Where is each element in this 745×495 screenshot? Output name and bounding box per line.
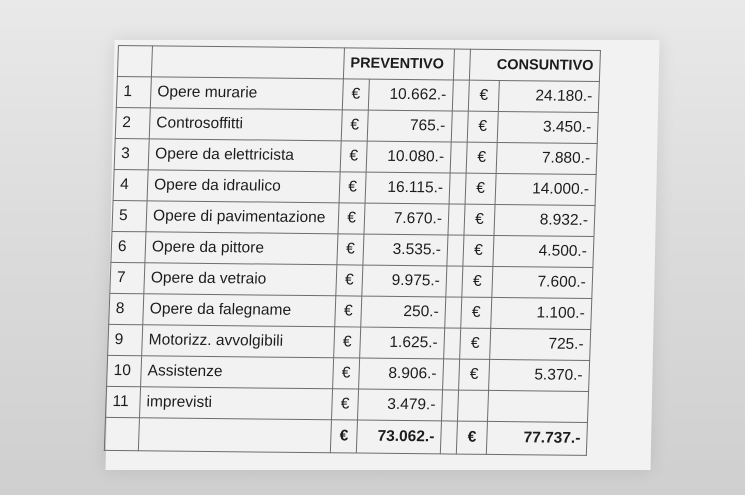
row-consuntivo	[487, 390, 588, 422]
row-preventivo: 3.479.-	[357, 389, 442, 421]
row-description: Opere da idraulico	[147, 170, 340, 203]
header-consuntivo: CONSUNTIVO	[469, 49, 600, 81]
header-empty-desc	[151, 46, 344, 79]
table-row	[110, 262, 593, 298]
row-number: 11	[105, 386, 140, 417]
row-preventivo: 250.-	[361, 296, 446, 328]
row-cons-currency: €	[463, 235, 494, 266]
row-description: imprevisti	[139, 387, 332, 420]
row-number: 4	[113, 169, 148, 200]
row-cons-currency: €	[464, 204, 495, 235]
row-consuntivo: 7.880.-	[496, 142, 597, 174]
row-prev-currency: €	[340, 141, 367, 172]
table-row	[108, 324, 591, 360]
row-preventivo: 8.906.-	[359, 358, 444, 390]
row-consuntivo: 1.100.-	[491, 297, 592, 329]
row-number: 10	[107, 355, 142, 386]
row-cons-currency: €	[459, 359, 490, 390]
row-consuntivo: 7.600.-	[492, 266, 593, 298]
row-description: Opere da falegname	[143, 294, 336, 327]
total-row	[104, 417, 587, 455]
total-preventivo: 73.062.-	[356, 420, 441, 454]
row-gap	[448, 204, 465, 235]
row-prev-currency: €	[335, 296, 362, 327]
row-consuntivo: 14.000.-	[495, 173, 596, 205]
total-desc-empty	[138, 418, 331, 453]
table-row	[113, 169, 596, 205]
budget-table	[104, 45, 601, 456]
total-gap	[440, 421, 457, 454]
table-row	[107, 355, 590, 391]
row-prev-currency: €	[333, 358, 360, 389]
row-number: 2	[115, 107, 150, 138]
row-cons-currency: €	[461, 297, 492, 328]
row-gap	[443, 359, 460, 390]
row-number: 5	[112, 200, 147, 231]
table-row	[111, 231, 594, 267]
row-gap	[441, 390, 458, 421]
table-row	[116, 76, 599, 112]
row-number: 8	[109, 293, 144, 324]
row-prev-currency: €	[342, 79, 369, 110]
total-cons-currency: €	[456, 421, 487, 454]
row-cons-currency	[457, 390, 488, 421]
row-gap	[450, 142, 467, 173]
total-consuntivo: 77.737.-	[486, 421, 587, 455]
header-preventivo: PREVENTIVO	[343, 48, 454, 80]
row-cons-currency: €	[460, 328, 491, 359]
row-gap	[451, 111, 468, 142]
row-preventivo: 10.662.-	[368, 79, 453, 111]
row-cons-currency: €	[462, 266, 493, 297]
row-consuntivo: 5.370.-	[489, 359, 590, 391]
row-description: Controsoffitti	[149, 108, 342, 141]
row-cons-currency: €	[465, 173, 496, 204]
header-row	[117, 46, 600, 82]
row-preventivo: 7.670.-	[364, 203, 449, 235]
row-consuntivo: 725.-	[490, 328, 591, 360]
row-gap	[446, 266, 463, 297]
row-description: Assistenze	[141, 356, 334, 389]
row-preventivo: 10.080.-	[366, 141, 451, 173]
row-preventivo: 3.535.-	[363, 234, 448, 266]
row-description: Motorizz. avvolgibili	[142, 325, 335, 358]
row-prev-currency: €	[334, 327, 361, 358]
row-prev-currency: €	[337, 234, 364, 265]
row-consuntivo: 4.500.-	[493, 235, 594, 267]
row-description: Opere da vetraio	[144, 263, 337, 296]
row-prev-currency: €	[341, 110, 368, 141]
row-consuntivo: 8.932.-	[494, 204, 595, 236]
row-number: 9	[108, 324, 143, 355]
row-gap	[444, 328, 461, 359]
row-number: 1	[116, 76, 151, 107]
header-gap	[453, 49, 470, 80]
table-row	[112, 200, 595, 236]
total-prev-currency: €	[330, 420, 357, 453]
table-row	[115, 107, 598, 143]
row-cons-currency: €	[466, 142, 497, 173]
row-cons-currency: €	[467, 111, 498, 142]
row-consuntivo: 24.180.-	[498, 80, 599, 112]
row-description: Opere da pittore	[145, 232, 338, 265]
table-row	[114, 138, 597, 174]
row-consuntivo: 3.450.-	[497, 111, 598, 143]
row-description: Opere murarie	[150, 77, 343, 110]
header-empty-num	[117, 46, 152, 77]
row-gap	[445, 297, 462, 328]
row-gap	[449, 173, 466, 204]
row-description: Opere di pavimentazione	[146, 201, 339, 234]
row-description: Opere da elettricista	[148, 139, 341, 172]
row-number: 3	[114, 138, 149, 169]
row-preventivo: 1.625.-	[360, 327, 445, 359]
table-row	[109, 293, 592, 329]
row-preventivo: 765.-	[367, 110, 452, 142]
row-preventivo: 9.975.-	[362, 265, 447, 297]
row-prev-currency: €	[336, 265, 363, 296]
row-preventivo: 16.115.-	[365, 172, 450, 204]
row-prev-currency: €	[339, 172, 366, 203]
table-row	[105, 386, 588, 422]
row-cons-currency: €	[468, 80, 499, 111]
row-gap	[447, 235, 464, 266]
row-gap	[452, 80, 469, 111]
row-prev-currency: €	[331, 389, 358, 420]
total-num-empty	[104, 417, 139, 450]
row-number: 7	[110, 262, 145, 293]
row-number: 6	[111, 231, 146, 262]
row-prev-currency: €	[338, 203, 365, 234]
